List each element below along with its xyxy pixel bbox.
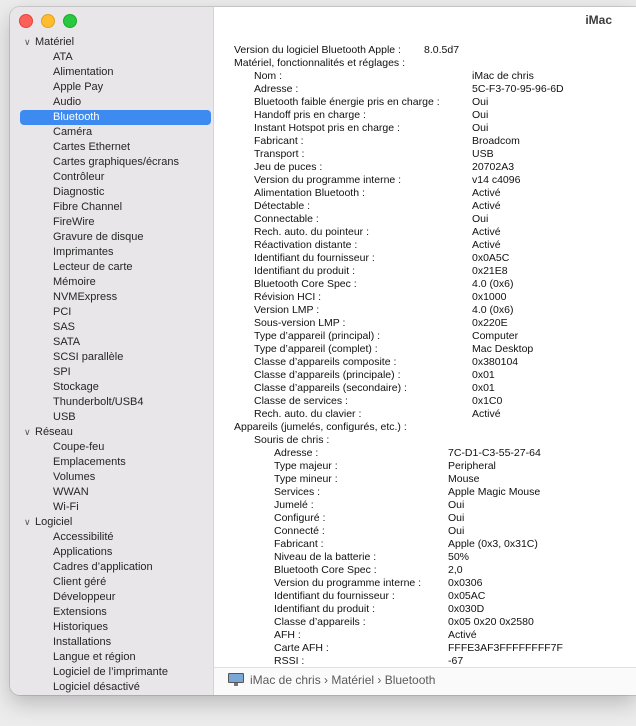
imac-icon <box>228 673 244 687</box>
detail-value: Activé <box>472 200 501 212</box>
detail-value: 8.0.5d7 <box>424 44 460 56</box>
detail-value: 0x1000 <box>472 291 507 303</box>
sidebar <box>10 7 214 695</box>
detail-key: Type mineur : <box>274 473 338 485</box>
sidebar-item-label: Apple Pay <box>53 81 104 93</box>
sidebar-item[interactable] <box>10 590 213 605</box>
sidebar-item[interactable] <box>10 50 213 65</box>
detail-row <box>234 330 632 343</box>
detail-row <box>234 187 632 200</box>
detail-key: Bluetooth Core Spec : <box>254 278 357 290</box>
sidebar-item[interactable] <box>10 395 213 410</box>
detail-value: 7C-D1-C3-55-27-64 <box>448 447 541 459</box>
detail-row <box>234 538 632 551</box>
detail-value: 0x0306 <box>448 577 483 589</box>
sidebar-item-label: ATA <box>53 51 73 63</box>
detail-key: Réactivation distante : <box>254 239 358 251</box>
minimize-button[interactable] <box>41 14 55 28</box>
detail-key: Connecté : <box>274 525 325 537</box>
detail-row <box>234 616 632 629</box>
sidebar-item[interactable] <box>10 440 213 455</box>
sidebar-item-label: NVMExpress <box>53 291 118 303</box>
detail-row <box>234 629 632 642</box>
sidebar-item[interactable] <box>10 605 213 620</box>
detail-key: Version du programme interne : <box>254 174 402 186</box>
detail-value: 0x05AC <box>448 590 486 602</box>
detail-key: Version du programme interne : <box>274 577 422 589</box>
sidebar-item-label: Accessibilité <box>53 531 114 543</box>
sidebar-item-label: Matériel <box>35 36 75 48</box>
sidebar-item-label: Coupe-feu <box>53 441 105 453</box>
detail-value: 5C-F3-70-95-96-6D <box>472 83 564 95</box>
chevron-down-icon[interactable]: ∨ <box>24 427 31 437</box>
detail-key: Identifiant du produit : <box>254 265 355 277</box>
detail-value: iMac de chris <box>472 70 534 82</box>
detail-value: 0x21E8 <box>472 265 508 277</box>
detail-key: Carte AFH : <box>274 642 329 654</box>
detail-key: Fabricant : <box>274 538 324 550</box>
detail-row <box>234 200 632 213</box>
detail-key: Version LMP : <box>254 304 320 316</box>
detail-value: -67 <box>448 655 464 665</box>
window-title: iMac <box>585 13 612 27</box>
sidebar-item-label: Historiques <box>53 621 109 633</box>
detail-row <box>234 577 632 590</box>
detail-key: Rech. auto. du pointeur : <box>254 226 369 238</box>
sidebar-item-label: Bluetooth <box>53 111 100 123</box>
sidebar-item[interactable] <box>10 545 213 560</box>
detail-row <box>234 369 632 382</box>
detail-key: Bluetooth faible énergie pris en charge : <box>254 96 440 108</box>
detail-key: Bluetooth Core Spec : <box>274 564 377 576</box>
sidebar-item-label: Logiciel désactivé <box>53 681 140 693</box>
detail-row <box>234 421 632 434</box>
detail-row <box>234 395 632 408</box>
detail-value: Mouse <box>448 473 480 485</box>
detail-key: Niveau de la batterie : <box>274 551 377 563</box>
detail-key: Adresse : <box>274 447 319 459</box>
detail-row <box>234 317 632 330</box>
detail-row <box>234 226 632 239</box>
sidebar-item-label: SATA <box>53 336 81 348</box>
detail-value: 0x220E <box>472 317 508 329</box>
detail-row <box>234 148 632 161</box>
sidebar-item[interactable] <box>10 680 213 695</box>
sidebar-item-label: Gravure de disque <box>53 231 144 243</box>
sidebar-item[interactable] <box>10 65 213 80</box>
detail-row <box>234 356 632 369</box>
detail-value: Oui <box>448 525 465 537</box>
detail-value: 50% <box>448 551 470 563</box>
detail-value: 2,0 <box>448 564 463 576</box>
detail-key: Classe d’appareils (secondaire) : <box>254 382 407 394</box>
sidebar-item-label: Diagnostic <box>53 186 105 198</box>
detail-row <box>234 512 632 525</box>
detail-value: 4.0 (0x6) <box>472 278 514 290</box>
sidebar-tree <box>10 35 213 695</box>
detail-value: 0x01 <box>472 382 495 394</box>
detail-row <box>234 551 632 564</box>
breadcrumb-path: iMac de chris › Matériel › Bluetooth <box>250 673 436 687</box>
sidebar-item-label: Applications <box>53 546 113 558</box>
detail-row <box>234 265 632 278</box>
detail-value: Peripheral <box>448 460 496 472</box>
sidebar-item[interactable] <box>10 470 213 485</box>
detail-value: Oui <box>448 512 465 524</box>
detail-key: Alimentation Bluetooth : <box>254 187 365 199</box>
detail-key: Services : <box>274 486 321 498</box>
sidebar-item-label: Cartes graphiques/écrans <box>53 156 179 168</box>
sidebar-item-label: Logiciel de l’imprimante <box>53 666 168 678</box>
detail-key: Classe d’appareils (principale) : <box>254 369 401 381</box>
detail-row <box>234 161 632 174</box>
detail-key: Souris de chris : <box>254 434 330 446</box>
sidebar-item-label: SPI <box>53 366 71 378</box>
sidebar-item-label: Extensions <box>53 606 107 618</box>
detail-value: Oui <box>472 213 489 225</box>
sidebar-item[interactable] <box>10 365 213 380</box>
detail-key: Détectable : <box>254 200 311 212</box>
detail-value: 4.0 (0x6) <box>472 304 514 316</box>
sidebar-item[interactable] <box>10 350 213 365</box>
detail-row <box>234 213 632 226</box>
detail-row <box>234 564 632 577</box>
sidebar-item[interactable] <box>10 140 213 155</box>
sidebar-item[interactable] <box>10 125 213 140</box>
sidebar-item-label: Lecteur de carte <box>53 261 133 273</box>
sidebar-item[interactable] <box>10 155 213 170</box>
detail-key: Version du logiciel Bluetooth Apple : <box>234 44 401 56</box>
detail-key: RSSI : <box>274 655 305 665</box>
sidebar-item-label: FireWire <box>53 216 95 228</box>
sidebar-item-label: Client géré <box>53 576 107 588</box>
sidebar-item-label: Alimentation <box>53 66 114 78</box>
sidebar-item-label: Langue et région <box>53 651 136 663</box>
sidebar-item-label: Cartes Ethernet <box>53 141 131 153</box>
detail-key: Identifiant du fournisseur : <box>274 590 395 602</box>
detail-value: 0x1C0 <box>472 395 503 407</box>
sidebar-item[interactable] <box>10 575 213 590</box>
detail-value: Activé <box>448 629 477 641</box>
sidebar-item-label: Contrôleur <box>53 171 105 183</box>
detail-value: Activé <box>472 226 501 238</box>
detail-key: Classe d’appareils composite : <box>254 356 397 368</box>
sidebar-item[interactable] <box>20 110 211 125</box>
detail-key: Rech. auto. du clavier : <box>254 408 362 420</box>
sidebar-item-label: SCSI parallèle <box>53 351 124 363</box>
sidebar-item[interactable] <box>10 650 213 665</box>
sidebar-item-label: Mémoire <box>53 276 96 288</box>
detail-key: AFH : <box>274 629 301 641</box>
sidebar-item-label: Thunderbolt/USB4 <box>53 396 144 408</box>
detail-key: Révision HCI : <box>254 291 322 303</box>
sidebar-item[interactable] <box>10 230 213 245</box>
sidebar-item[interactable] <box>10 485 213 500</box>
detail-row <box>234 408 632 421</box>
detail-value: FFFE3AF3FFFFFFFF7F <box>448 642 563 654</box>
detail-row <box>234 343 632 356</box>
detail-key: Appareils (jumelés, configurés, etc.) : <box>234 421 407 433</box>
sidebar-item[interactable] <box>10 95 213 110</box>
detail-key: Identifiant du fournisseur : <box>254 252 375 264</box>
sidebar-item-label: Installations <box>53 636 112 648</box>
sidebar-item-label: USB <box>53 411 76 423</box>
detail-row <box>234 96 632 109</box>
sidebar-group[interactable] <box>10 515 213 530</box>
sidebar-item[interactable] <box>10 245 213 260</box>
detail-key: Jumelé : <box>274 499 314 511</box>
detail-row <box>234 642 632 655</box>
detail-key: Sous-version LMP : <box>254 317 346 329</box>
chevron-down-icon[interactable]: ∨ <box>24 37 31 47</box>
detail-row <box>234 239 632 252</box>
detail-value: v14 c4096 <box>472 174 521 186</box>
sidebar-item-label: Fibre Channel <box>53 201 123 213</box>
sidebar-item-label: Audio <box>53 96 82 108</box>
detail-row <box>234 473 632 486</box>
sidebar-item[interactable] <box>10 290 213 305</box>
detail-value: Apple Magic Mouse <box>448 486 541 498</box>
detail-row <box>234 486 632 499</box>
detail-value: 0x0A5C <box>472 252 510 264</box>
detail-value: 0x01 <box>472 369 495 381</box>
detail-key: Identifiant du produit : <box>274 603 375 615</box>
sidebar-item-label: Logiciel <box>35 516 73 528</box>
detail-value: Activé <box>472 408 501 420</box>
sidebar-item-label: Cadres d’application <box>53 561 153 573</box>
detail-key: Configuré : <box>274 512 326 524</box>
system-information-window <box>10 7 636 695</box>
detail-row <box>234 434 632 447</box>
detail-value: Oui <box>472 122 489 134</box>
detail-value: 0x380104 <box>472 356 519 368</box>
sidebar-item-label: PCI <box>53 306 72 318</box>
sidebar-item-label: Wi-Fi <box>53 501 79 513</box>
sidebar-item-label: Développeur <box>53 591 116 603</box>
sidebar-item-label: Imprimantes <box>53 246 114 258</box>
detail-value: 0x05 0x20 0x2580 <box>448 616 534 628</box>
sidebar-item[interactable] <box>10 275 213 290</box>
detail-key: Type d’appareil (complet) : <box>254 343 378 355</box>
detail-key: Fabricant : <box>254 135 304 147</box>
detail-row <box>234 590 632 603</box>
detail-key: Transport : <box>254 148 305 160</box>
sidebar-item[interactable] <box>10 560 213 575</box>
sidebar-item[interactable] <box>10 620 213 635</box>
detail-key: Jeu de puces : <box>254 161 323 173</box>
detail-value: 0x030D <box>448 603 485 615</box>
detail-value: Oui <box>472 109 489 121</box>
detail-value: Oui <box>448 499 465 511</box>
sidebar-item[interactable] <box>10 455 213 470</box>
detail-row <box>234 122 632 135</box>
sidebar-item[interactable] <box>10 635 213 650</box>
details-pane <box>234 44 632 665</box>
sidebar-item[interactable] <box>10 260 213 275</box>
sidebar-item[interactable] <box>10 320 213 335</box>
sidebar-item-label: WWAN <box>53 486 89 498</box>
sidebar-item[interactable] <box>10 215 213 230</box>
sidebar-item-label: Caméra <box>53 126 93 138</box>
detail-key: Matériel, fonctionnalités et réglages : <box>234 57 406 69</box>
detail-value: 20702A3 <box>472 161 515 173</box>
sidebar-item[interactable] <box>10 200 213 215</box>
detail-row <box>234 57 632 70</box>
titlebar <box>214 7 636 35</box>
sidebar-item[interactable] <box>10 530 213 545</box>
detail-key: Nom : <box>254 70 283 82</box>
detail-value: Mac Desktop <box>472 343 534 355</box>
sidebar-item[interactable] <box>10 185 213 200</box>
sidebar-item[interactable] <box>10 665 213 680</box>
detail-key: Classe de services : <box>254 395 348 407</box>
detail-row <box>234 70 632 83</box>
sidebar-item[interactable] <box>10 335 213 350</box>
sidebar-group[interactable] <box>10 35 213 50</box>
detail-row <box>234 278 632 291</box>
detail-row <box>234 304 632 317</box>
detail-key: Type d’appareil (principal) : <box>254 330 381 342</box>
sidebar-item-label: Stockage <box>53 381 99 393</box>
detail-row <box>234 499 632 512</box>
detail-row <box>234 174 632 187</box>
detail-row <box>234 655 632 665</box>
zoom-button[interactable] <box>63 14 77 28</box>
detail-row <box>234 135 632 148</box>
sidebar-item[interactable] <box>10 410 213 425</box>
detail-row <box>234 44 632 57</box>
detail-value: Apple (0x3, 0x31C) <box>448 538 538 550</box>
detail-row <box>234 460 632 473</box>
detail-value: Broadcom <box>472 135 520 147</box>
detail-row <box>234 291 632 304</box>
detail-row <box>234 109 632 122</box>
detail-key: Type majeur : <box>274 460 338 472</box>
detail-row <box>234 382 632 395</box>
chevron-down-icon[interactable]: ∨ <box>24 517 31 527</box>
status-bar <box>214 667 636 695</box>
sidebar-item[interactable] <box>10 380 213 395</box>
detail-row <box>234 447 632 460</box>
detail-row <box>234 603 632 616</box>
detail-key: Connectable : <box>254 213 319 225</box>
detail-key: Adresse : <box>254 83 299 95</box>
sidebar-item[interactable] <box>10 305 213 320</box>
detail-row <box>234 83 632 96</box>
detail-value: USB <box>472 148 494 160</box>
sidebar-item[interactable] <box>10 80 213 95</box>
detail-value: Activé <box>472 239 501 251</box>
sidebar-item-label: SAS <box>53 321 76 333</box>
close-button[interactable] <box>19 14 33 28</box>
detail-key: Handoff pris en charge : <box>254 109 366 121</box>
detail-key: Classe d’appareils : <box>274 616 366 628</box>
detail-row <box>234 252 632 265</box>
sidebar-group[interactable] <box>10 425 213 440</box>
detail-value: Oui <box>472 96 489 108</box>
sidebar-item-label: Volumes <box>53 471 96 483</box>
window-controls <box>19 14 77 28</box>
detail-value: Computer <box>472 330 519 342</box>
sidebar-item[interactable] <box>10 170 213 185</box>
sidebar-item-label: Réseau <box>35 426 73 438</box>
detail-row <box>234 525 632 538</box>
sidebar-item-label: Emplacements <box>53 456 126 468</box>
detail-key: Instant Hotspot pris en charge : <box>254 122 400 134</box>
detail-value: Activé <box>472 187 501 199</box>
sidebar-item[interactable] <box>10 500 213 515</box>
